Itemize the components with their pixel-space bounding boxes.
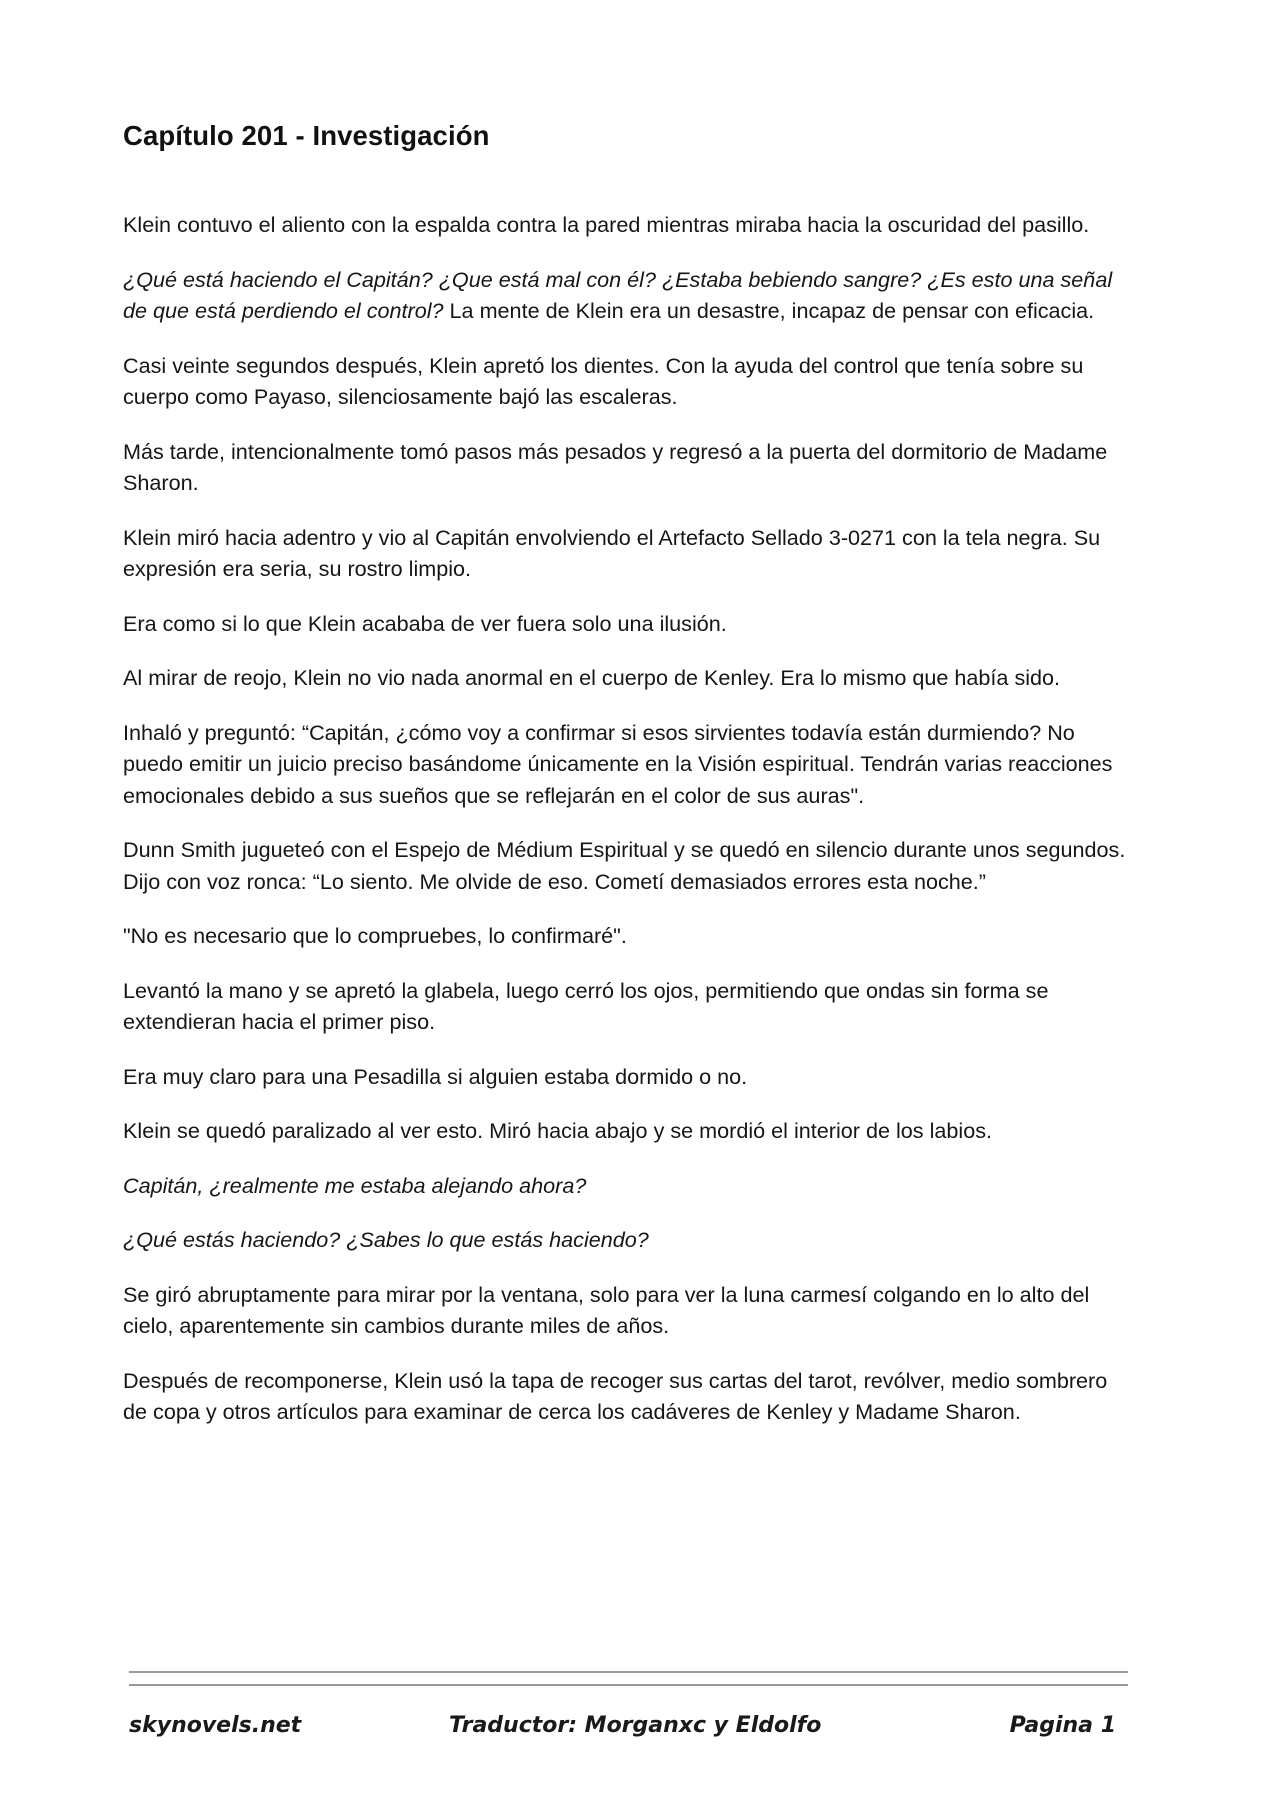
paragraph-text: Después de recomponerse, Klein usó la tapa de recoger sus cartas del tarot, revólver, medio sombrero de copa y otros artículos para examinar de cerca los cadáveres de Kenley y Madame Sharon. [123, 1367, 1108, 1424]
paragraph-text: Más tarde, intencionalmente tomó pasos más pesados y regresó a la puerta del dormitorio de Madame Sharon. [123, 438, 1108, 495]
paragraph-text: Era muy claro para una Pesadilla si alguien estaba dormido o no. [123, 1063, 748, 1089]
chapter-title: Capítulo 201 - Investigación [123, 120, 490, 151]
paragraph-text: "No es necesario que lo compruebes, lo confirmaré". [123, 923, 627, 948]
paragraph-text: Klein miró hacia adentro y vio al Capitán envolviendo el Artefacto Sellado 3-0271 con la tela negra. Su expresión era seria, su rostro limpio. [123, 524, 1101, 581]
paragraph [123, 662, 1133, 694]
footer-divider-top [129, 1671, 1128, 1673]
paragraph-text: Dunn Smith jugueteó con el Espejo de Médium Espiritual y se quedó en silencio durante unos segundos. Dijo con voz ronca: “Lo siento. Me olvide de eso. Cometí demasiados errores esta noche.” [123, 837, 1126, 894]
paragraph-text: Se giró abruptamente para mirar por la ventana, solo para ver la luna carmesí colgando en lo alto del cielo, aparentemente sin cambios durante miles de años. [123, 1281, 1090, 1338]
footer-divider-bottom [129, 1684, 1128, 1686]
footer-site: skynovels.net [129, 1713, 302, 1738]
paragraph-text: Era como si lo que Klein acababa de ver fuera solo una ilusión. [123, 610, 727, 636]
paragraph-italic-text: Capitán, ¿realmente me estaba alejando ahora? [123, 1172, 587, 1198]
paragraph [123, 522, 1133, 585]
footer-translator: Traductor: Morganxc y Eldolfo [449, 1713, 822, 1738]
paragraph [123, 920, 1133, 952]
paragraph-italic-text: ¿Qué está haciendo el Capitán? ¿Que está mal con él? ¿Estaba bebiendo sangre? ¿Es esto una señal de que está perdiendo el control? [123, 266, 1113, 323]
page-footer [129, 1713, 1128, 1749]
paragraph-text: Casi veinte segundos después, Klein apretó los dientes. Con la ayuda del control que tenía sobre su cuerpo como Payaso, silenciosamente bajó las escaleras. [123, 352, 1084, 409]
paragraph-text: Klein se quedó paralizado al ver esto. Miró hacia abajo y se mordió el interior de los labios. [123, 1118, 993, 1143]
chapter-body [123, 209, 1133, 1451]
paragraph [123, 264, 1133, 327]
paragraph [123, 1224, 1133, 1256]
paragraph [123, 1365, 1133, 1428]
paragraph [123, 1061, 1133, 1093]
paragraph [123, 717, 1133, 812]
paragraph [123, 1115, 1133, 1147]
paragraph-text: Al mirar de reojo, Klein no vio nada anormal en el cuerpo de Kenley. Era lo mismo que había sido. [123, 665, 1061, 690]
paragraph-italic-text: ¿Qué estás haciendo? ¿Sabes lo que estás haciendo? [123, 1227, 649, 1252]
paragraph-text: Klein contuvo el aliento con la espalda contra la pared mientras miraba hacia la oscuridad del pasillo. [123, 212, 1090, 237]
paragraph [123, 436, 1133, 499]
paragraph [123, 608, 1133, 640]
paragraph [123, 1279, 1133, 1342]
paragraph [123, 209, 1133, 241]
paragraph [123, 834, 1133, 897]
paragraph [123, 1170, 1133, 1202]
paragraph [123, 350, 1133, 413]
paragraph-text: La mente de Klein era un desastre, incapaz de pensar con eficacia. [443, 298, 1095, 323]
paragraph-text: Inhaló y preguntó: “Capitán, ¿cómo voy a confirmar si esos sirvientes todavía están durmiendo? No puedo emitir un juicio preciso basándome únicamente en la Visión espiritual. Tendrán varias reacciones emocionales debido a sus sueños que se reflejarán en el color de sus auras". [123, 719, 1113, 808]
paragraph-text: Levantó la mano y se apretó la glabela, luego cerró los ojos, permitiendo que ondas sin forma se extendieran hacia el primer piso. [123, 977, 1049, 1034]
paragraph [123, 975, 1133, 1038]
footer-page-number: Pagina 1 [1009, 1713, 1116, 1738]
